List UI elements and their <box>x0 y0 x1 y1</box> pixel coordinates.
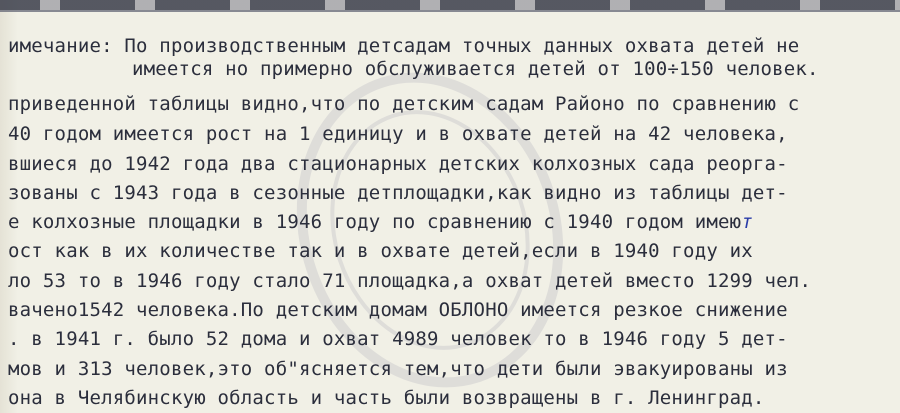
paragraph-line-9: . в 1941 г. было 52 дома и охват 4989 человек то в 1946 году 5 дет- <box>8 328 788 350</box>
paragraph-line-7: ло 53 то в 1946 году стало 71 площадка,а охват детей вместо 1299 чел. <box>8 270 812 292</box>
paragraph-line-5-text: е колхозные площадки в 1946 году по сравнению с 1940 годом имею <box>8 211 742 233</box>
paragraph-line-10: мов и 313 человек,это об"ясняется тем,что дети были эвакуированы из <box>8 358 788 380</box>
paragraph-line-5 <box>8 211 753 233</box>
paragraph-line-8: вачено1542 человека.По детским домам ОБЛОНО имеется резкое снижение <box>8 299 788 321</box>
paragraph-line-3: вшиеся до 1942 года два стационарных детских колхозных сада реорга- <box>8 153 788 175</box>
note-line-2: имеется но примерно обслуживается детей от 100÷150 человек. <box>132 58 819 80</box>
paragraph-line-11: она в Челябинскую область и часть были возвращены в г. Ленинград. <box>8 387 765 409</box>
note-line-1: имечание: По производственным детсадам точных данных охвата детей не <box>8 35 800 57</box>
handwritten-correction: т <box>741 211 753 233</box>
paragraph-line-2: 40 годом имеется рост на 1 единицу и в охвате детей на 42 человека, <box>8 123 788 145</box>
paragraph-line-1: приведенной таблицы видно,что по детским садам Районо по сравнению с <box>8 93 800 115</box>
paragraph-line-4: зованы с 1943 года в сезонные детплощадки,как видно из таблицы дет- <box>8 182 788 204</box>
paragraph-line-6: ост как в их количестве так и в охвате детей,если в 1940 году их <box>8 240 753 262</box>
